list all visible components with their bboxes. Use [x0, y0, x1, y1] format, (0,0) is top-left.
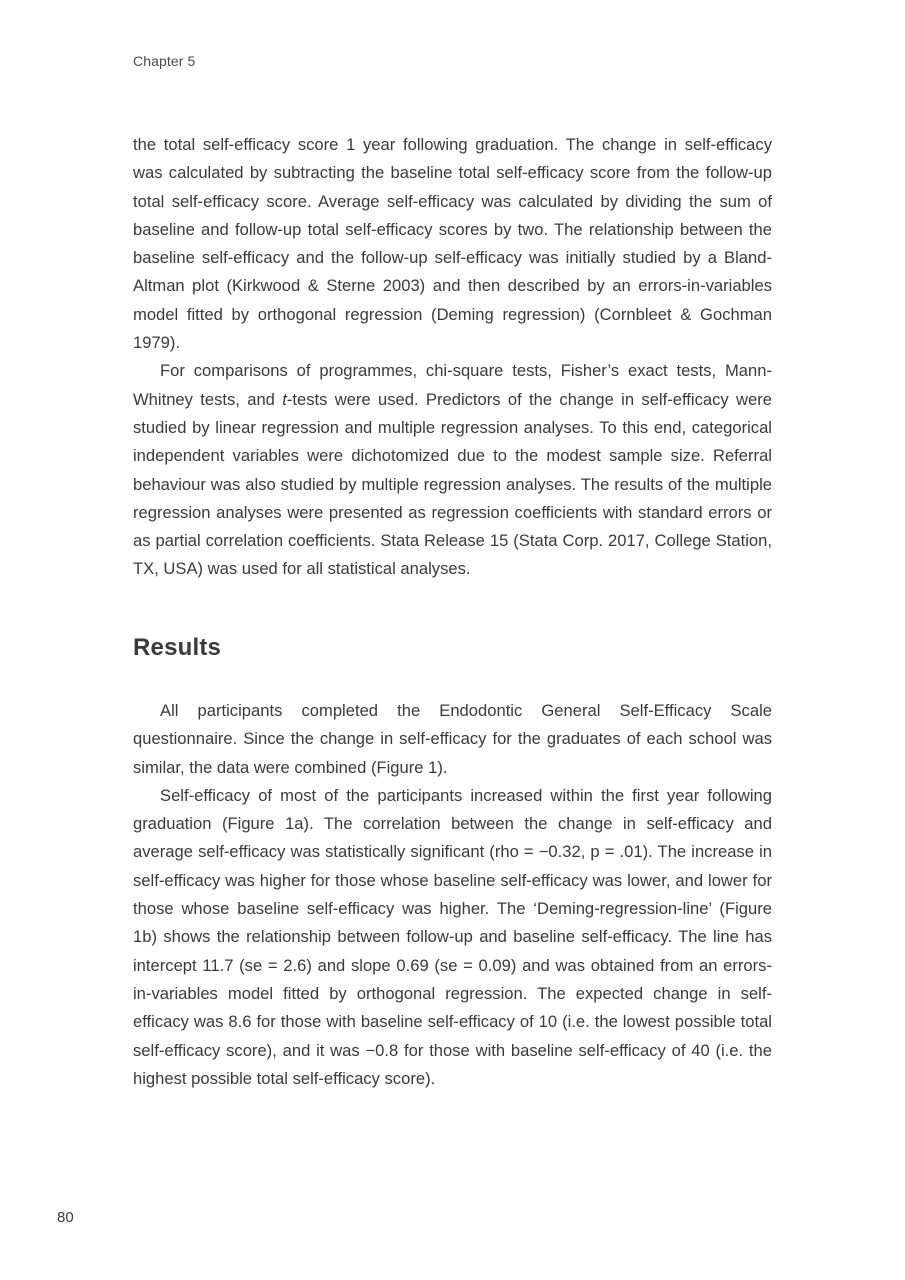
methods-paragraph-2-start: For comparisons of programmes, chi-square tests, Fisher’s exact tests, Mann-Whitney tests, and [133, 361, 772, 409]
methods-text-block [133, 131, 772, 584]
methods-paragraph-1: the total self-efficacy score 1 year following graduation. The change in self-efficacy was calculated by subtracting the baseline total self-efficacy score from the follow-up total self-efficacy score. Average self-efficacy was calculated by dividing the sum of baseline and follow-up total self-efficacy scores by two. The relationship between the baseline self-efficacy and the follow-up self-efficacy was initially studied by a Bland-Altman plot (Kirkwood & Sterne 2003) and then described by an errors-in-variables model fitted by orthogonal regression (Deming regression) (Cornbleet & Gochman 1979). [133, 135, 772, 353]
methods-paragraph-2-end: -tests were used. Predictors of the change in self-efficacy were studied by linear regression and multiple regression analyses. To this end, categorical independent variables were dichotomized due to the modest sample size. Referral behaviour was also studied by multiple regression analyses. The results of the multiple regression analyses were presented as regression coefficients with standard errors or as partial correlation coefficients. Stata Release 15 (Stata Corp. 2017, College Station, TX, USA) was used for all statistical analyses. [133, 389, 772, 579]
page-number: 80 [57, 1209, 74, 1226]
results-text-block [133, 697, 772, 1093]
results-paragraph-2: Self-efficacy of most of the participants increased within the first year following graduation (Figure 1a). The correlation between the change in self-efficacy and average self-efficacy was statistically significant (rho = −0.32, p = .01). The increase in self-efficacy was higher for those whose baseline self-efficacy was lower, and lower for those whose baseline self-efficacy was higher. The ‘Deming-regression-line’ (Figure 1b) shows the relationship between follow-up and baseline self-efficacy. The line has intercept 11.7 (se = 2.6) and slope 0.69 (se = 0.09) and was obtained from an errors-in-variables model fitted by orthogonal regression. The expected change in self-efficacy was 8.6 for those with baseline self-efficacy of 10 (i.e. the lowest possible total self-efficacy score), and it was −0.8 for those with baseline self-efficacy of 40 (i.e. the highest possible total self-efficacy score). [133, 785, 772, 1088]
t-test-italic: t [282, 389, 287, 409]
results-heading: Results [133, 634, 222, 661]
methods-paragraph-2 [133, 357, 772, 583]
running-head: Chapter 5 [133, 53, 196, 69]
results-paragraph-1: All participants completed the Endodontic General Self-Efficacy Scale questionnaire. Since the change in self-efficacy for the graduates of each school was similar, the data were combined (Figure 1). [133, 701, 772, 777]
